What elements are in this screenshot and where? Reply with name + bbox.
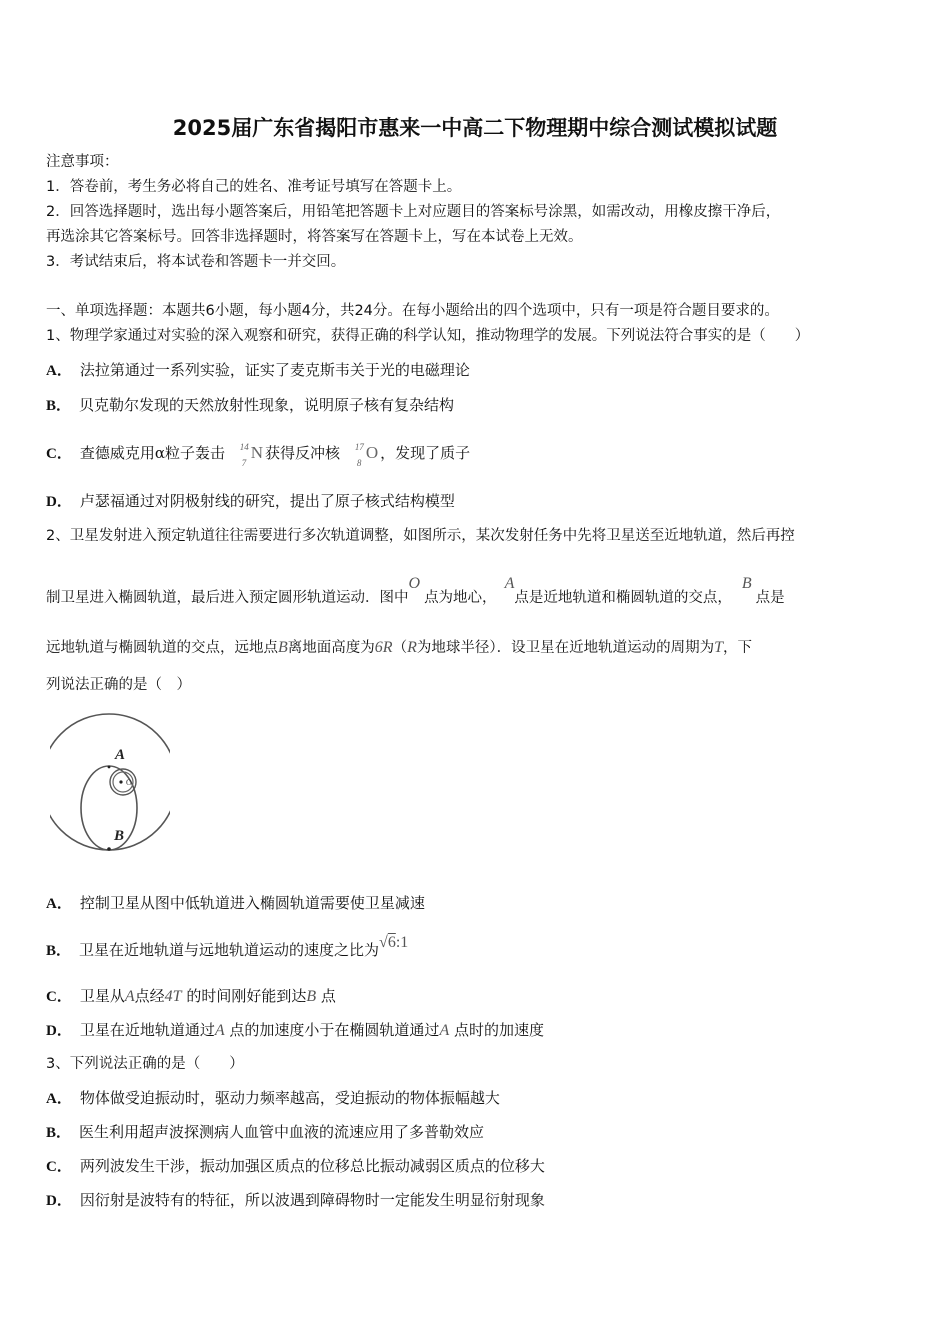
- option-label: B．: [46, 1125, 72, 1141]
- orbit-diagram-svg: [50, 710, 170, 855]
- text: 卫星从: [79, 987, 125, 1005]
- math-R: R: [407, 639, 417, 656]
- q2-stem-line4: 列说法正确的是（ ）: [46, 677, 191, 693]
- atomic-number: 7: [241, 458, 247, 468]
- text: 点: [320, 987, 336, 1005]
- label-o: O: [126, 778, 132, 787]
- sqrt-ratio: √6:1: [379, 934, 409, 951]
- q1-option-a: [46, 360, 470, 381]
- option-text: 卫星在近地轨道与远地轨道运动的速度之比为: [79, 941, 380, 959]
- notice-item-2: 2．回答选择题时，选出每小题答案后，用铅笔把答题卡上对应题目的答案标号涂黑，如需改动，用橡皮擦干净后，: [46, 204, 781, 220]
- q2-stem-line2: [46, 575, 785, 608]
- ratio: :1: [395, 934, 409, 951]
- math-A: A: [439, 1022, 450, 1039]
- option-text: 贝克勒尔发现的天然放射性现象，说明原子核有复杂结构: [79, 396, 455, 414]
- q3-option-d: [46, 1190, 545, 1211]
- text: 远地轨道与椭圆轨道的交点，远地点: [46, 640, 278, 656]
- option-text: 法拉第通过一系列实验，证实了麦克斯韦关于光的电磁理论: [79, 361, 470, 379]
- option-label: A．: [46, 363, 72, 379]
- q2-option-b: [46, 934, 409, 961]
- q3-option-a: [46, 1088, 500, 1109]
- label-b: B: [114, 828, 125, 844]
- q3-option-b: [46, 1122, 484, 1143]
- text: 点为地心，: [424, 590, 497, 606]
- option-label: B．: [46, 943, 72, 959]
- radicand: 6: [387, 934, 396, 951]
- text: 点是: [755, 590, 785, 606]
- text: ，下: [723, 640, 752, 656]
- orbit-diagram: [50, 710, 170, 859]
- q1-stem: 1、物理学家通过对实验的深入观察和研究，获得正确的科学认知，推动物理学的发展。下列说法符合事实的是（ ）: [46, 328, 810, 344]
- element-symbol: O: [365, 443, 379, 462]
- option-text-mid: 获得反冲核: [265, 444, 341, 462]
- text: 卫星在近地轨道通过: [79, 1021, 215, 1039]
- q3-option-c: [46, 1156, 545, 1177]
- q2-option-a: [46, 893, 425, 914]
- math-6R: 6R: [374, 639, 393, 656]
- q1-option-b: [46, 395, 454, 416]
- option-text: 控制卫星从图中低轨道进入椭圆轨道需要使卫星减速: [79, 894, 425, 912]
- math-4T: 4T: [164, 988, 182, 1005]
- text: （: [392, 640, 408, 656]
- q2-option-d: [46, 1020, 544, 1041]
- text: 的时间刚好能到达: [186, 987, 307, 1005]
- option-text-pre: 查德威克用α粒子轰击: [79, 444, 225, 462]
- mass-number: 14: [239, 442, 249, 452]
- text: 点时的加速度: [454, 1021, 545, 1039]
- q2-stem-line1: 2、卫星发射进入预定轨道往往需要进行多次轨道调整，如图所示，某次发射任务中先将卫星送至近地轨道，然后再控: [46, 528, 795, 544]
- option-text-post: ，发现了质子: [380, 444, 471, 462]
- math-A: A: [124, 988, 135, 1005]
- q1-option-d: [46, 491, 455, 512]
- notice-heading: 注意事项：: [46, 154, 119, 170]
- section-heading: 一、单项选择题：本题共6小题，每小题4分，共24分。在每小题给出的四个选项中，只有一项是符合题目要求的。: [46, 303, 779, 319]
- option-text: 两列波发生干涉，振动加强区质点的位移总比振动减弱区质点的位移大: [79, 1157, 545, 1175]
- text: 离地面高度为: [287, 640, 375, 656]
- mass-number: 17: [354, 442, 364, 452]
- text: 点的加速度小于在椭圆轨道通过: [229, 1021, 440, 1039]
- option-label: C．: [46, 446, 72, 462]
- earth-center-dot: [119, 780, 122, 783]
- point-a-dot: [108, 766, 111, 769]
- option-label: D．: [46, 494, 72, 510]
- notice-item-3: 3．考试结束后，将本试卷和答题卡一并交回。: [46, 254, 346, 270]
- math-A: A: [214, 1022, 225, 1039]
- notice-item-2-cont: 再选涂其它答案标号。回答非选择题时，将答案写在答题卡上，写在本试卷上无效。: [46, 229, 583, 245]
- option-label: C．: [46, 1159, 72, 1175]
- element-symbol: N: [250, 443, 264, 462]
- option-label: A．: [46, 1091, 72, 1107]
- option-label: A．: [46, 896, 72, 912]
- math-T: T: [714, 639, 723, 656]
- option-label: B．: [46, 398, 72, 414]
- nuclide-oxygen: [354, 442, 379, 468]
- math-A: A: [504, 575, 515, 592]
- math-B: B: [278, 639, 288, 656]
- option-text: 医生利用超声波探测病人血管中血液的流速应用了多普勒效应: [79, 1123, 485, 1141]
- option-label: C．: [46, 989, 72, 1005]
- q2-stem-line3: [46, 638, 752, 658]
- math-B: B: [306, 988, 317, 1005]
- option-text: 卢瑟福通过对阴极射线的研究，提出了原子核式结构模型: [79, 492, 455, 510]
- option-label: D．: [46, 1023, 72, 1039]
- near-orbit-circle: [110, 769, 136, 795]
- label-a: A: [115, 747, 126, 763]
- math-B: B: [741, 575, 752, 592]
- notice-item-1: 1．答卷前，考生务必将自己的姓名、准考证号填写在答题卡上。: [46, 179, 462, 195]
- option-text: 物体做受迫振动时，驱动力频率越高，受迫振动的物体振幅越大: [79, 1089, 500, 1107]
- q1-option-c: [46, 442, 471, 468]
- text: 制卫星进入椭圆轨道，最后进入预定圆形轨道运动．图中: [46, 590, 409, 606]
- text: 点经: [134, 987, 165, 1005]
- text: 为地球半径）．设卫星在近地轨道运动的周期为: [416, 640, 715, 656]
- point-b-dot: [107, 847, 111, 851]
- nuclide-nitrogen: [239, 442, 264, 468]
- math-O: O: [408, 575, 421, 592]
- option-label: D．: [46, 1193, 72, 1209]
- q2-option-c: [46, 986, 336, 1007]
- option-text: 因衍射是波特有的特征，所以波遇到障碍物时一定能发生明显衍射现象: [79, 1191, 545, 1209]
- page-title: 2025届广东省揭阳市惠来一中高二下物理期中综合测试模拟试题: [172, 116, 778, 140]
- q3-stem: 3、下列说法正确的是（ ）: [46, 1056, 244, 1072]
- text: 点是近地轨道和椭圆轨道的交点，: [514, 590, 732, 606]
- atomic-number: 8: [356, 458, 362, 468]
